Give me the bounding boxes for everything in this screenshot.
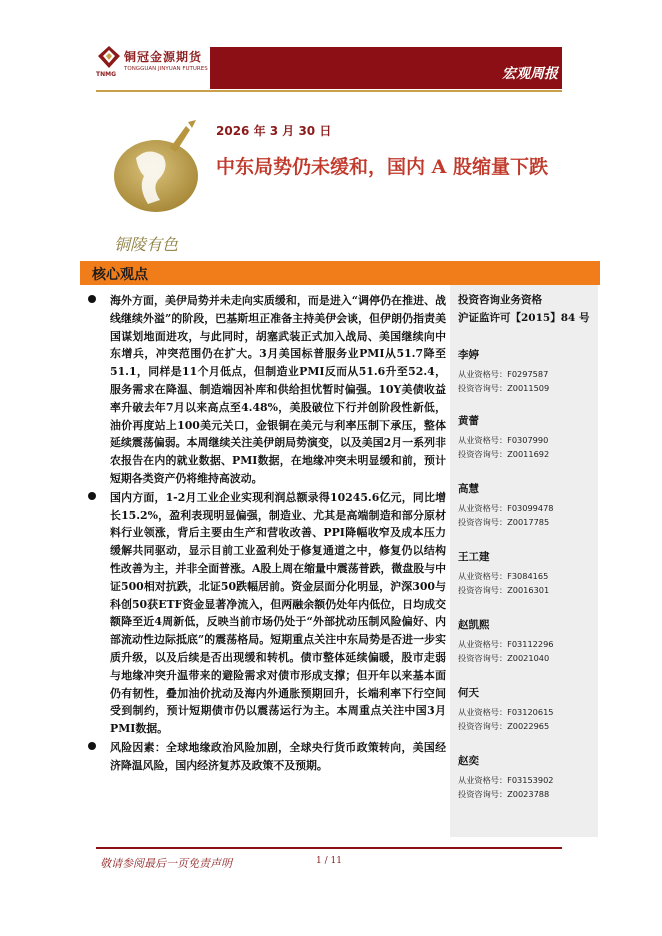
practice-number: 从业资格号：F3084165	[458, 571, 549, 581]
bullet-dot-icon	[88, 742, 96, 750]
analyst-name: 黄蕾	[458, 415, 479, 427]
bullet-overseas	[88, 292, 446, 488]
logo-mark-icon	[96, 44, 122, 70]
company-name-cn: 铜冠金源期货	[124, 50, 203, 64]
analyst-card	[458, 481, 554, 529]
qualification-label: 投资咨询业务资格	[458, 294, 542, 306]
consult-number: 投资咨询号：Z0016301	[458, 585, 550, 595]
bullet-dot-icon	[88, 492, 96, 500]
analyst-name: 何天	[458, 687, 479, 699]
consult-number: 投资咨询号：Z0022965	[458, 721, 550, 731]
logo-abbr: TNMG	[96, 71, 117, 78]
analyst-name: 高慧	[458, 483, 479, 495]
practice-number: 从业资格号：F0297587	[458, 369, 549, 379]
emblem-caption: 铜陵有色	[114, 235, 179, 254]
header-bar	[210, 47, 562, 89]
analyst-name: 王工建	[458, 551, 490, 563]
consult-number: 投资咨询号：Z0023788	[458, 789, 550, 799]
report-type: 宏观周报	[502, 66, 558, 82]
report-title: 中东局势仍未缓和，国内 A 股缩量下跌	[216, 156, 548, 178]
analyst-card	[458, 617, 554, 665]
practice-number: 从业资格号：F03120615	[458, 707, 554, 717]
core-views	[88, 292, 446, 776]
report-date: 2026 年 3 月 30 日	[216, 124, 332, 138]
emblem-image	[108, 118, 218, 258]
analyst-card	[458, 685, 554, 733]
bullet-domestic	[88, 489, 446, 738]
analyst-name: 赵凯熙	[458, 619, 490, 631]
analyst-name: 赵奕	[458, 755, 479, 767]
page-number: 1 / 11	[316, 856, 342, 866]
disclaimer-note: 敬请参阅最后一页免责声明	[100, 857, 232, 870]
bullet-text: 风险因素：全球地缘政治风险加剧，全球央行货币政策转向，美国经济降温风险，国内经济复苏及政策不及预期。	[110, 740, 446, 772]
consult-number: 投资咨询号：Z0021040	[458, 653, 550, 663]
consult-number: 投资咨询号：Z0011692	[458, 449, 550, 459]
analyst-panel	[450, 285, 598, 837]
practice-number: 从业资格号：F03153902	[458, 775, 554, 785]
analyst-card	[458, 753, 554, 801]
company-name-en: TONGGUAN JINYUAN FUTURES	[124, 66, 208, 72]
header-divider	[96, 90, 562, 92]
license-number: 沪证监许可【2015】84 号	[458, 312, 590, 324]
company-logo	[96, 44, 208, 80]
practice-number: 从业资格号：F03112296	[458, 639, 554, 649]
bullet-text: 国内方面，1-2月工业企业实现利润总额录得10245.6亿元，同比增长15.2%，盈利表现明显偏强，制造业、尤其是高端制造和部分原材料行业领涨，背后主要由生产和营收改善、PPI降幅收窄及成本压力缓解共同驱动，显示目前工业盈利处于修复通道之中，修复仍以结构性改善为主，并非全面普涨。A股上周在缩量中震荡普跌，微盘股与中证500相对抗跌，北证50跌幅居前。资金层面分化明显，沪深300与科创50获ETF资金显著净流入，但两融余额仍处年内低位，日均成交额降至近4周新低，反映当前市场仍处于“外部扰动压制风险偏好、内部流动性边际抵底”的震荡格局。短期重点关注中东局势是否进一步实质升级，以及后续是否出现缓和转机。债市整体延续偏暖，股市走弱与地缘冲突升温带来的避险需求对债市形成支撑；但开年以来基本面仍有韧性，叠加油价扰动及海内外通胀预期回升，长端利率下行空间受到制约，预计短期债市仍以震荡运行为主。本周重点关注中国3月PMI数据。	[110, 490, 446, 736]
practice-number: 从业资格号：F0307990	[458, 435, 549, 445]
consult-number: 投资咨询号：Z0017785	[458, 517, 550, 527]
section-title: 核心观点	[92, 267, 148, 283]
analyst-card	[458, 347, 549, 395]
consult-number: 投资咨询号：Z0011509	[458, 383, 550, 393]
bullet-risk	[88, 739, 446, 775]
analyst-name: 李婷	[458, 349, 479, 361]
footer-divider	[96, 847, 562, 849]
practice-number: 从业资格号：F03099478	[458, 503, 554, 513]
bullet-text: 海外方面，美伊局势并未走向实质缓和，而是进入“调停仍在推进、战线继续外溢”的阶段，巴基斯坦正准备主持美伊会谈，但伊朗仍指责美国谋划地面进攻，与此同时，胡塞武装正式加入战局、美国继续向中东增兵，冲突范围仍在扩大。3月美国标普服务业PMI从51.7降至51.1，同样是11个月低点，但制造业PMI反而从51.6升至52.4，服务需求在降温、制造端因补库和供给担忧暂时偏强。10Y美债收益率升破去年7月以来高点至4.48%，美股破位下行并创阶段性新低，油价再度站上100美元关口，金银铜在美元与利率压制下承压，整体延续震荡偏弱。本周继续关注美伊朗局势演变，以及美国2月一系列非农报告在内的就业数据、PMI数据，在地缘冲突未明显缓和前，预计短期各类资产仍将维持高波动。	[110, 294, 446, 485]
analyst-card	[458, 413, 549, 461]
panel-heading	[450, 285, 598, 327]
bullet-dot-icon	[88, 295, 96, 303]
analyst-card	[458, 549, 549, 597]
section-header	[80, 261, 600, 285]
